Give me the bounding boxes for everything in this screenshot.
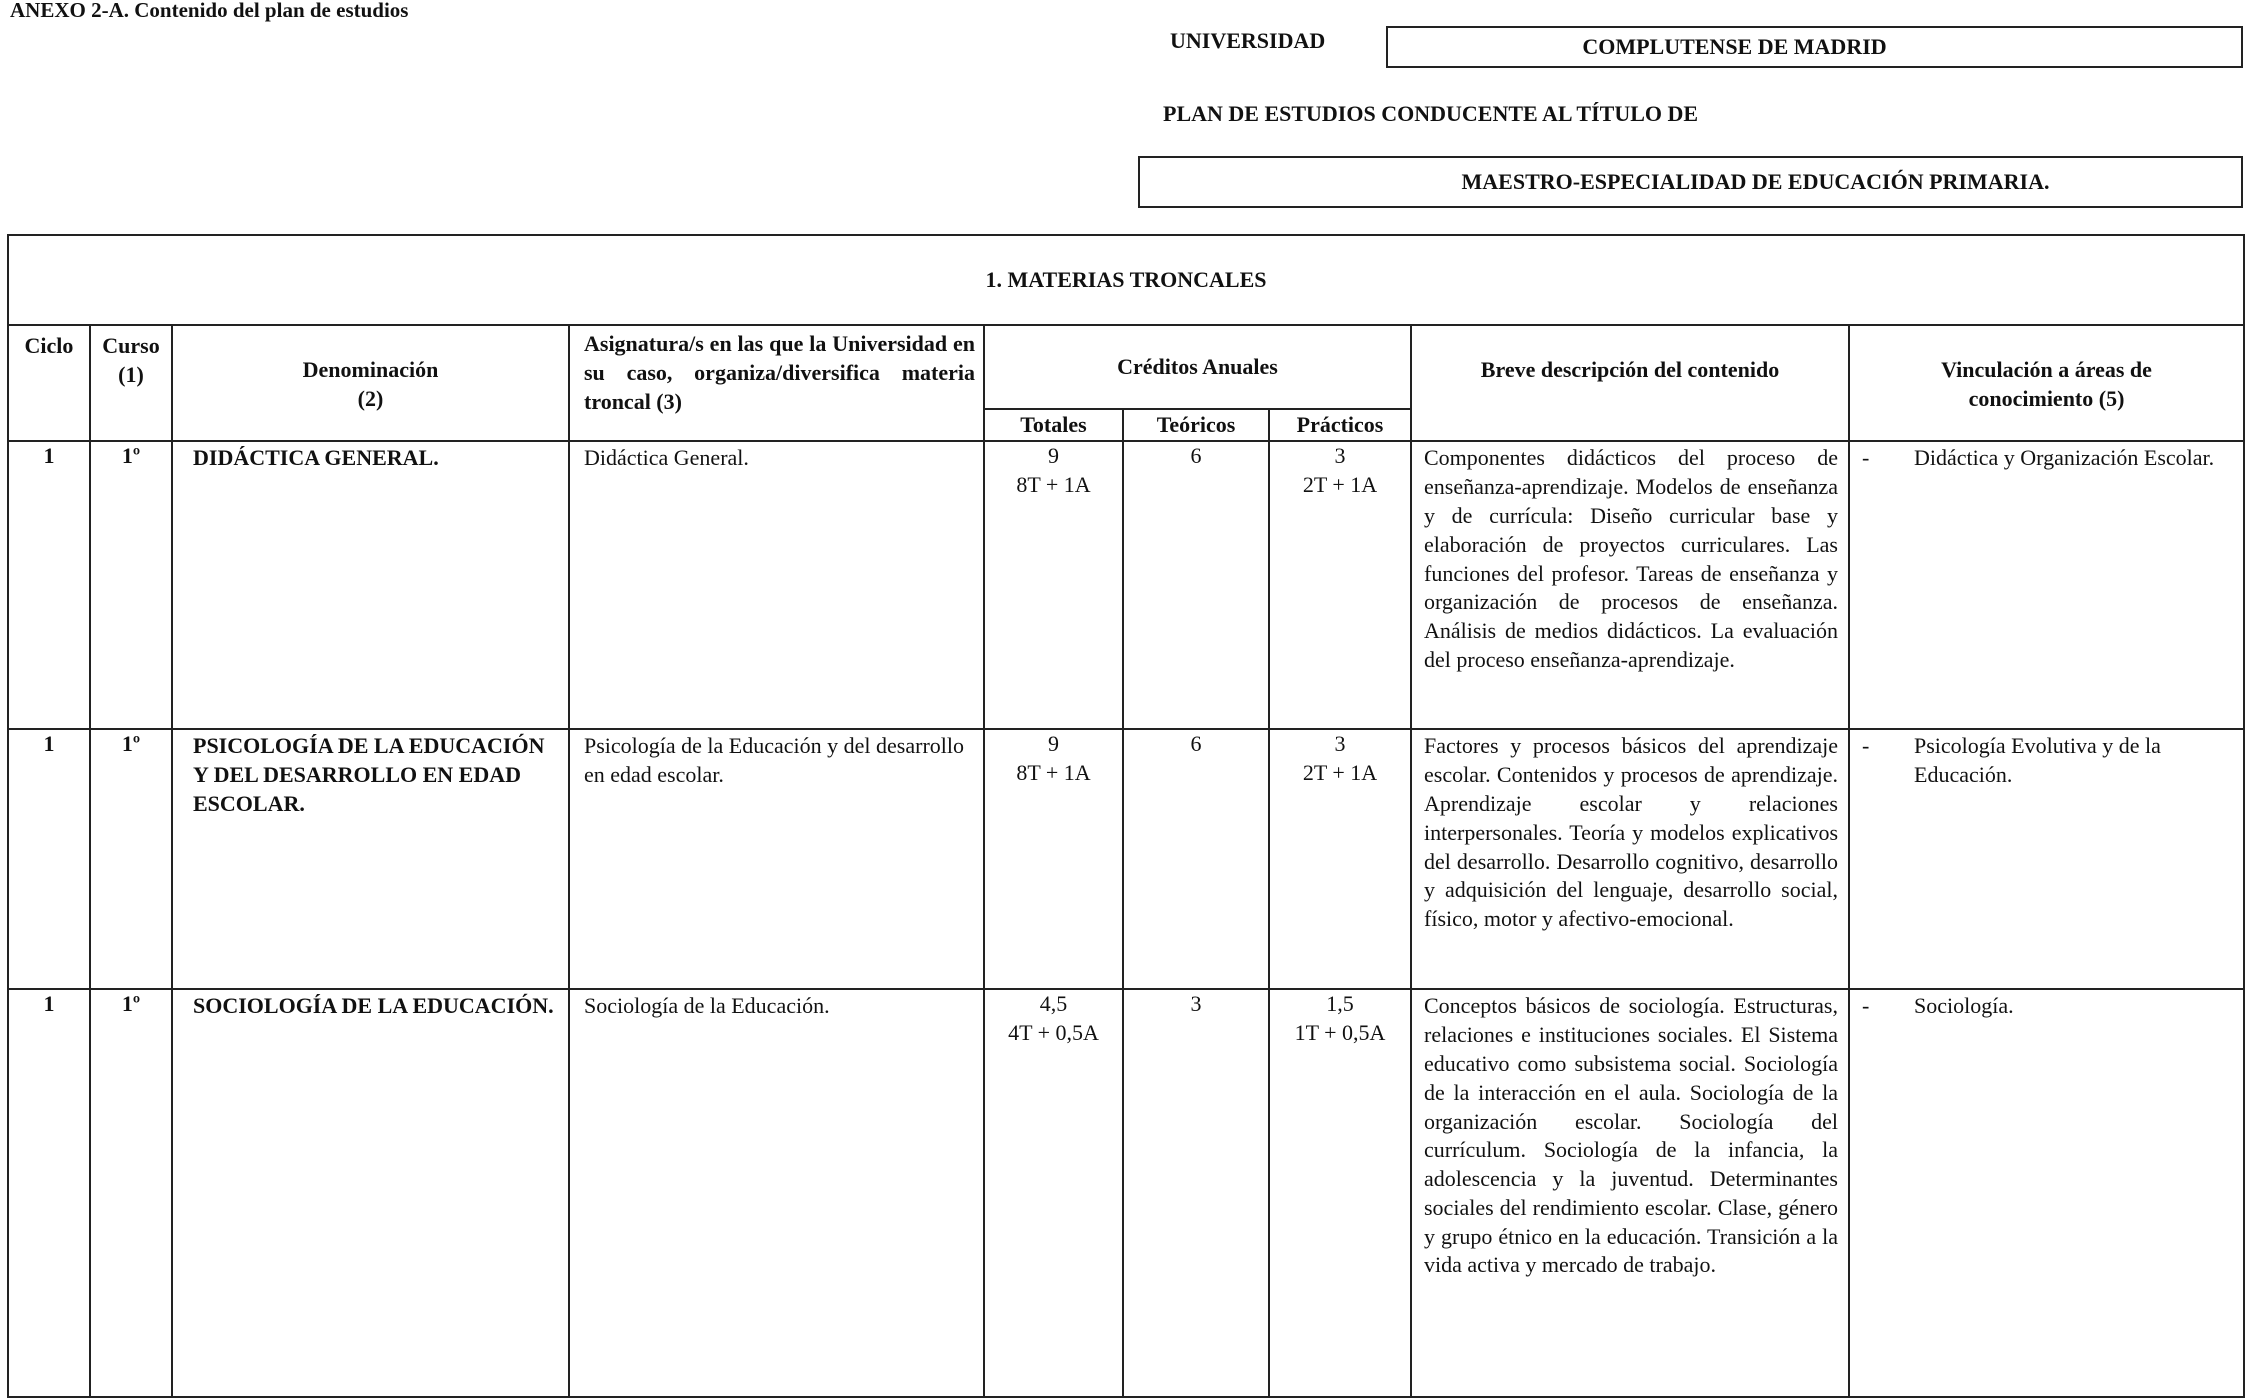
row-curso: 1º — [90, 729, 172, 989]
annex-title: ANEXO 2-A. Contenido del plan de estudios — [10, 0, 409, 22]
row-practicos-value: 3 — [1334, 443, 1346, 469]
row-practicos-detail: 2T + 1A — [1302, 472, 1378, 498]
row-practicos — [1269, 729, 1411, 989]
col-header-practicos: Prácticos — [1269, 409, 1411, 441]
col-header-curso — [90, 325, 172, 441]
university-label: UNIVERSIDAD — [1170, 28, 1326, 53]
table-row — [8, 989, 2244, 1397]
table-row — [8, 729, 2244, 989]
row-totales-value: 9 — [1048, 443, 1059, 469]
col-header-teoricos: Teóricos — [1123, 409, 1269, 441]
row-denominacion: SOCIOLOGÍA DE LA EDUCACIÓN. — [172, 989, 569, 1397]
col-header-curso-note: (1) — [118, 361, 144, 387]
col-header-ciclo-label: Ciclo — [24, 333, 74, 358]
table-row — [8, 441, 2244, 729]
row-descripcion: Componentes didácticos del proceso de enseñanza-aprendizaje. Modelos de enseñanza y de currícula: Diseño curricular base y elaboración de proyectos curriculares. Las funciones del profesor. Tareas de enseñanza y organización de procesos de enseñanza. Análisis de medios didácticos. La evaluación del proceso enseñanza-aprendizaje. — [1411, 441, 1849, 729]
row-vinculacion-dash: - — [1862, 445, 1870, 471]
row-totales-detail: 8T + 1A — [1016, 472, 1091, 498]
row-vinculacion-area: Didáctica y Organización Escolar. — [1914, 445, 2215, 471]
row-vinculacion — [1849, 989, 2244, 1397]
row-vinculacion-dash: - — [1862, 733, 1870, 759]
col-header-asignatura: Asignatura/s en las que la Universidad en su caso, organiza/diversifica materia troncal (3) — [569, 325, 984, 441]
col-header-vinculacion-label: Vinculación a áreas de conocimiento (5) — [1941, 357, 2152, 411]
row-descripcion: Conceptos básicos de sociología. Estructuras, relaciones e instituciones sociales. El Sistema educativo como subsistema social. Sociología de la interacción en el aula. Sociología de la organización escolar. Sociología del currículum. Sociología de la infancia, la adolescencia y la juventud. Determinantes sociales del rendimiento escolar. Clase, género y grupo étnico en la educación. Transición a la vida activa y mercado de trabajo. — [1411, 989, 1849, 1397]
university-name-box — [1386, 26, 2243, 68]
row-totales — [984, 729, 1123, 989]
row-teoricos: 6 — [1123, 441, 1269, 729]
col-header-curso-label: Curso — [102, 333, 160, 358]
row-teoricos: 3 — [1123, 989, 1269, 1397]
row-asignatura: Psicología de la Educación y del desarrollo en edad escolar. — [569, 729, 984, 989]
row-vinculacion — [1849, 729, 2244, 989]
col-header-descripcion — [1411, 325, 1849, 441]
row-practicos-value: 3 — [1334, 731, 1346, 757]
row-asignatura: Didáctica General. — [569, 441, 984, 729]
col-header-creditos: Créditos Anuales — [984, 325, 1411, 409]
row-totales-value: 4,5 — [1039, 991, 1068, 1017]
row-totales-detail: 8T + 1A — [1016, 760, 1091, 786]
row-totales-value: 9 — [1048, 731, 1059, 757]
degree-title-box — [1138, 156, 2243, 208]
col-header-descripcion-label: Breve descripción del contenido — [1480, 357, 1780, 382]
row-denominacion: DIDÁCTICA GENERAL. — [172, 441, 569, 729]
col-header-totales: Totales — [984, 409, 1123, 441]
university-name: COMPLUTENSE DE MADRID — [1582, 34, 1887, 59]
degree-title: MAESTRO-ESPECIALIDAD DE EDUCACIÓN PRIMARIA. — [1461, 169, 2050, 194]
plan-label: PLAN DE ESTUDIOS CONDUCENTE AL TÍTULO DE — [1163, 101, 1699, 126]
row-totales — [984, 989, 1123, 1397]
row-vinculacion-area: Psicología Evolutiva y de la Educación. — [1914, 733, 2161, 788]
row-curso: 1º — [90, 989, 172, 1397]
row-ciclo: 1 — [8, 989, 90, 1397]
row-practicos-value: 1,5 — [1326, 991, 1354, 1017]
row-vinculacion-area: Sociología. — [1914, 993, 2014, 1019]
row-practicos — [1269, 989, 1411, 1397]
col-header-denominacion — [172, 325, 569, 441]
col-header-denominacion-note: (2) — [357, 385, 384, 411]
row-curso: 1º — [90, 441, 172, 729]
row-asignatura: Sociología de la Educación. — [569, 989, 984, 1397]
row-denominacion: PSICOLOGÍA DE LA EDUCACIÓN Y DEL DESARROLLO EN EDAD ESCOLAR. — [172, 729, 569, 989]
row-practicos-detail: 1T + 0,5A — [1294, 1020, 1386, 1046]
row-totales — [984, 441, 1123, 729]
row-practicos-detail: 2T + 1A — [1302, 760, 1378, 786]
row-descripcion: Factores y procesos básicos del aprendizaje escolar. Contenidos y procesos de aprendizaje. Aprendizaje escolar y relaciones interpersonales. Teoría y modelos explicativos del desarrollo. Desarrollo cognitivo, desarrollo y adquisición del lenguaje, desarrollo social, físico, motor y afectivo-emocional. — [1411, 729, 1849, 989]
col-header-ciclo — [8, 325, 90, 441]
row-vinculacion-dash: - — [1862, 993, 1870, 1019]
row-totales-detail: 4T + 0,5A — [1008, 1020, 1099, 1046]
col-header-vinculacion — [1849, 325, 2244, 441]
row-vinculacion — [1849, 441, 2244, 729]
section-title: 1. MATERIAS TRONCALES — [8, 235, 2244, 325]
row-practicos — [1269, 441, 1411, 729]
row-ciclo: 1 — [8, 441, 90, 729]
row-ciclo: 1 — [8, 729, 90, 989]
col-header-denominacion-label: Denominación — [302, 357, 439, 382]
subjects-table — [7, 234, 2245, 1398]
row-teoricos: 6 — [1123, 729, 1269, 989]
